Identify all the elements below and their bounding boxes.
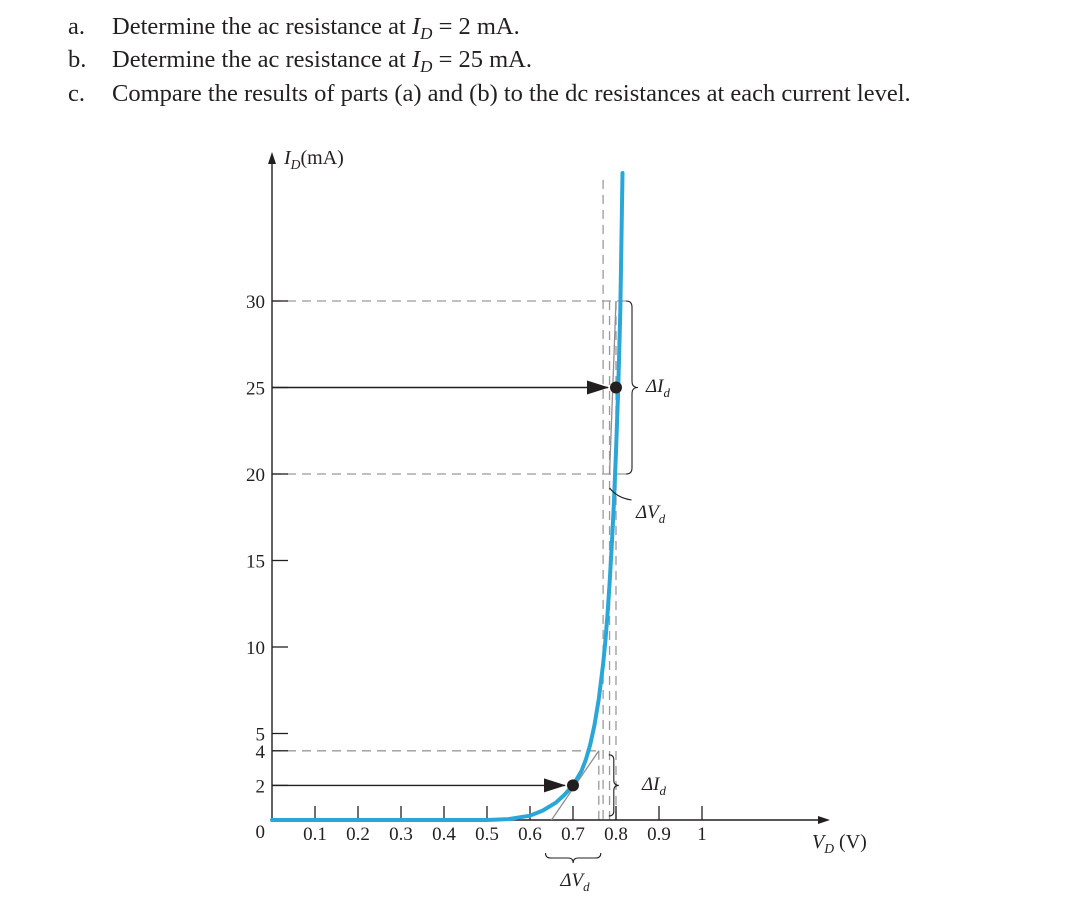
x-tick-label-1: 1	[697, 824, 707, 845]
label-delta-v-25ma: $\Delta V_d$	[636, 502, 666, 526]
question-c-letter: c.	[68, 80, 85, 107]
x-tick-label-0.3: 0.3	[389, 824, 413, 845]
brace-delta-v-2ma	[546, 853, 601, 863]
question-b-value: = 25 mA.	[432, 46, 533, 73]
question-a-var: I	[411, 13, 421, 40]
question-a-text: Determine the ac resistance at	[112, 13, 412, 40]
y-tick-label-15: 15	[246, 551, 265, 573]
label-delta-v-2ma: $\Delta V_d$	[560, 870, 590, 894]
x-tick-label-0.9: 0.9	[647, 824, 671, 845]
dashed-guides	[272, 180, 626, 823]
axis-text	[246, 147, 867, 856]
question-b-sub: D	[420, 57, 433, 76]
current-level-arrows	[272, 382, 622, 792]
diode-curve-series-0	[272, 173, 623, 820]
question-b-var: I	[411, 46, 421, 73]
y-tick-label-5: 5	[255, 724, 265, 746]
x-axis-label: $V_D$ (V)	[812, 831, 867, 856]
question-b-text: Determine the ac resistance at	[112, 46, 412, 73]
tick-marks	[272, 301, 702, 820]
y-tick-label-25: 25	[246, 378, 265, 400]
question-b-letter: b.	[68, 46, 87, 73]
question-a-sub: D	[420, 24, 433, 43]
y-tick-label-2: 2	[255, 776, 265, 798]
x-tick-label-0.5: 0.5	[475, 824, 499, 845]
axes	[268, 152, 830, 824]
brace-delta-i-2ma	[609, 755, 619, 816]
y-tick-label-4: 4	[255, 741, 265, 763]
y-tick-label-20: 20	[246, 465, 265, 486]
x-tick-label-0.1: 0.1	[303, 824, 327, 845]
x-tick-label-0.6: 0.6	[518, 824, 542, 845]
question-a-letter: a.	[68, 13, 85, 40]
operating-point-0	[567, 779, 579, 791]
brace-delta-i-25ma	[626, 301, 638, 474]
operating-point-1	[610, 382, 622, 394]
y-tick-label-30: 30	[246, 292, 265, 313]
question-c-text: Compare the results of parts (a) and (b) to the dc resistances at each current level.	[112, 80, 911, 107]
x-tick-label-0.4: 0.4	[432, 824, 456, 845]
x-tick-label-0.2: 0.2	[346, 824, 370, 845]
label-delta-i-2ma: $\Delta I_d$	[642, 774, 666, 798]
label-delta-i-25ma: $\Delta I_d$	[646, 376, 670, 400]
y-axis-arrowhead	[268, 152, 276, 164]
origin-label: 0	[255, 822, 265, 843]
y-axis-label: $I_D(mA)$	[284, 147, 344, 172]
x-tick-label-0.7: 0.7	[561, 824, 585, 845]
question-a-value: = 2 mA.	[432, 13, 520, 40]
x-tick-label-0.8: 0.8	[604, 824, 628, 845]
x-axis-arrowhead	[818, 816, 830, 824]
curve-layer	[272, 173, 623, 820]
y-tick-label-10: 10	[246, 638, 265, 659]
